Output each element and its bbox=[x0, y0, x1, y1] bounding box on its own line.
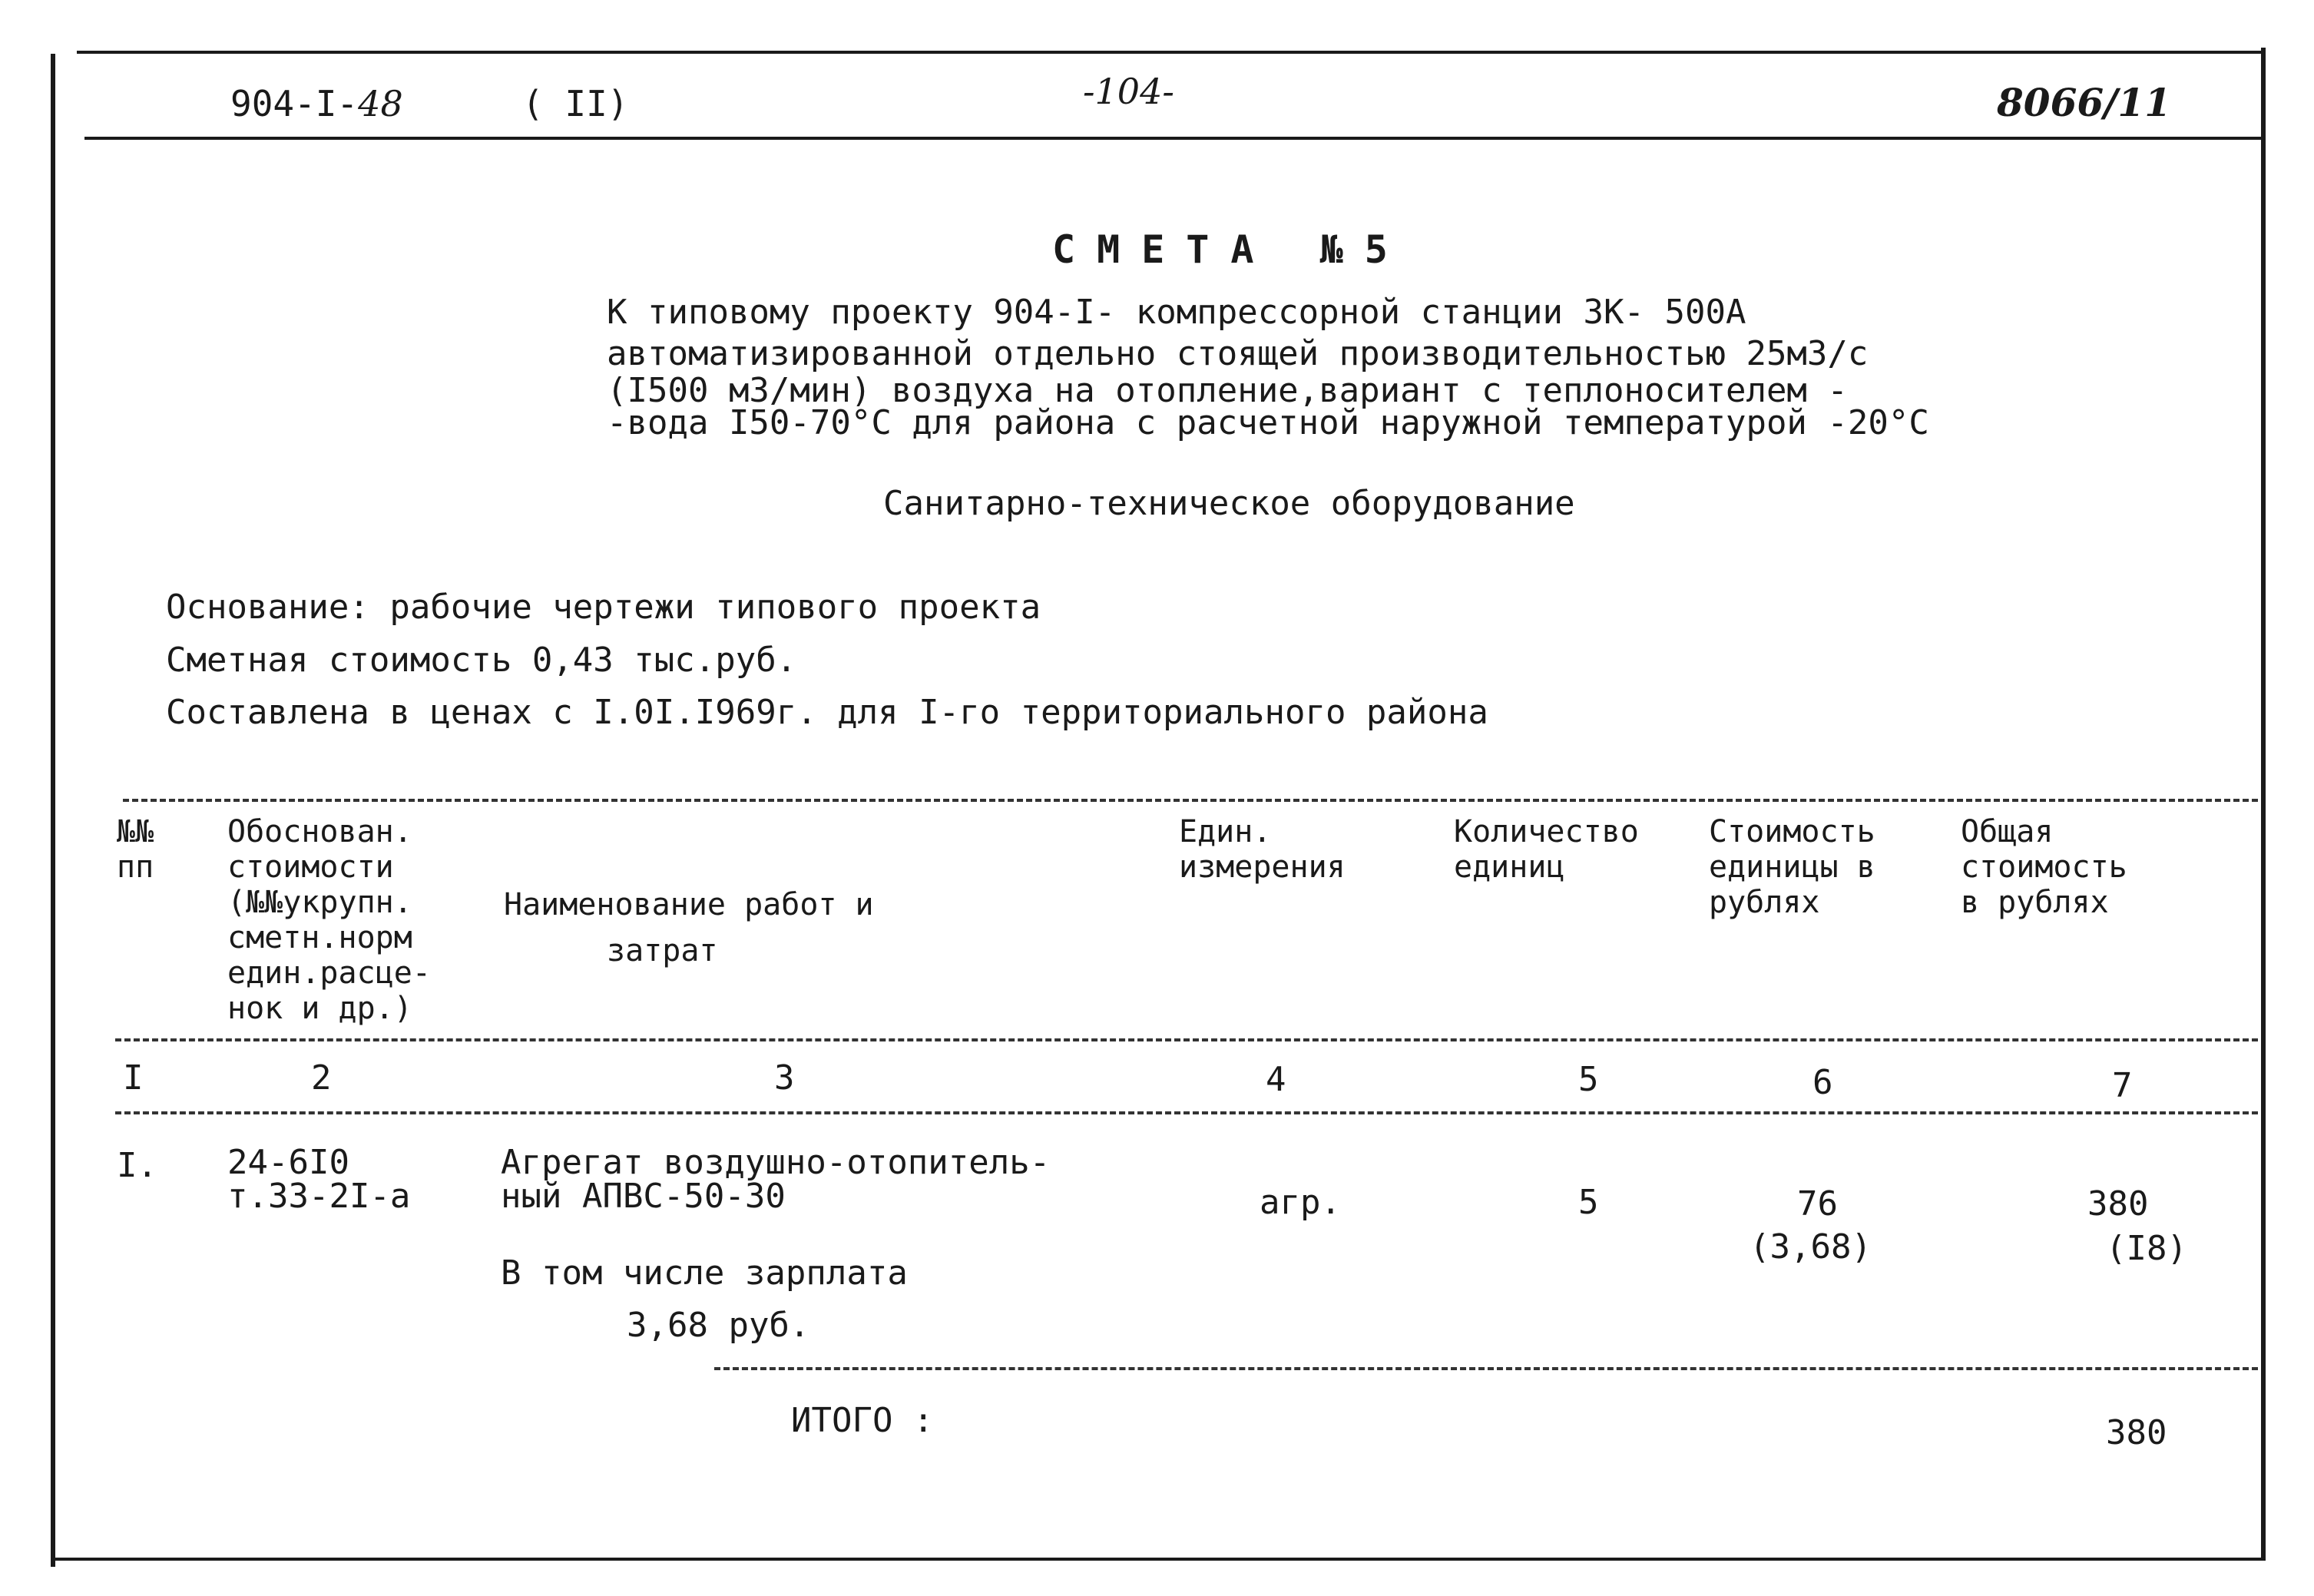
row-num: I. bbox=[117, 1146, 157, 1185]
table-rule-header-bottom bbox=[115, 1038, 2258, 1041]
volume-number: ( II) bbox=[522, 83, 629, 124]
header-qty: Количество единиц bbox=[1454, 814, 1639, 885]
total-label: ИТОГО : bbox=[791, 1401, 934, 1440]
column-number: 6 bbox=[1812, 1063, 1833, 1102]
wage-value: 3,68 руб. bbox=[627, 1306, 810, 1345]
frame-bottom-border bbox=[51, 1558, 2263, 1561]
prices-line: Составлена в ценах с I.0I.I969г. для I-го территориального района bbox=[166, 693, 1488, 732]
section-title: Санитарно-техническое оборудование bbox=[883, 484, 1575, 523]
document-title: СМЕТА №5 bbox=[1052, 227, 1409, 272]
row-name: Агрегат воздушно-отопитель- ный АПВС-50-30 bbox=[501, 1143, 1051, 1216]
project-number-handwritten: 48 bbox=[358, 83, 403, 124]
row-unit-cost: 76 bbox=[1797, 1184, 1838, 1223]
cost-line: Сметная стоимость 0,43 тыс.руб. bbox=[166, 641, 797, 680]
frame-top-border bbox=[77, 51, 2266, 54]
row-unit: агр. bbox=[1260, 1183, 1341, 1222]
header-unit-cost: Стоимость единицы в рублях bbox=[1709, 814, 1875, 920]
column-number: 2 bbox=[311, 1058, 332, 1098]
project-code: 904-I-48 bbox=[230, 83, 403, 124]
row-basis: 24-6I0 т.33-2I-а bbox=[227, 1143, 411, 1216]
table-rule-total-top bbox=[714, 1367, 2258, 1370]
description-line: автоматизированной отдельно стоящей производительностью 25м3/с bbox=[607, 334, 1869, 373]
header-basis: Обоснован. стоимости (№№укрупн. сметн.норм един.расце- нок и др.) bbox=[227, 814, 431, 1026]
row-total: 380 bbox=[2087, 1184, 2149, 1223]
row-unit-cost-wage: (3,68) bbox=[1750, 1227, 1872, 1267]
table-rule-numbers-bottom bbox=[115, 1111, 2258, 1114]
header-total: Общая стоимость в рублях bbox=[1961, 814, 2127, 920]
description-block bbox=[607, 293, 1929, 442]
table-rule-top bbox=[123, 799, 2258, 802]
header-unit: Един. измерения bbox=[1179, 814, 1346, 885]
column-number: 7 bbox=[2112, 1066, 2133, 1105]
description-line: -вода I50-70°С для района с расчетной наружной температурой -20°С bbox=[607, 403, 1929, 442]
description-line: (I500 м3/мин) воздуха на отопление,вариант с теплоносителем - bbox=[607, 371, 1848, 410]
header-divider bbox=[84, 137, 2266, 140]
column-number: 4 bbox=[1266, 1060, 1286, 1099]
column-number: I bbox=[123, 1058, 144, 1098]
page-number: -104- bbox=[1083, 71, 1174, 112]
column-number: 5 bbox=[1578, 1060, 1599, 1099]
wage-label: В том числе зарплата bbox=[501, 1253, 908, 1293]
header-name: Наименование работ и затрат bbox=[504, 887, 874, 969]
row-total-wage: (I8) bbox=[2106, 1229, 2187, 1268]
description-line: К типовому проекту 904-I- компрессорной станции ЗК- 500А bbox=[607, 293, 1746, 332]
column-number: 3 bbox=[774, 1058, 795, 1098]
archive-number: 8066/11 bbox=[1997, 80, 2172, 125]
header-num: №№ пп bbox=[117, 814, 154, 885]
frame-left-border bbox=[51, 54, 55, 1567]
frame-right-border bbox=[2261, 48, 2266, 1561]
basis-line: Основание: рабочие чертежи типового проекта bbox=[166, 588, 1041, 627]
row-qty: 5 bbox=[1578, 1183, 1599, 1222]
total-value: 380 bbox=[2106, 1413, 2167, 1452]
